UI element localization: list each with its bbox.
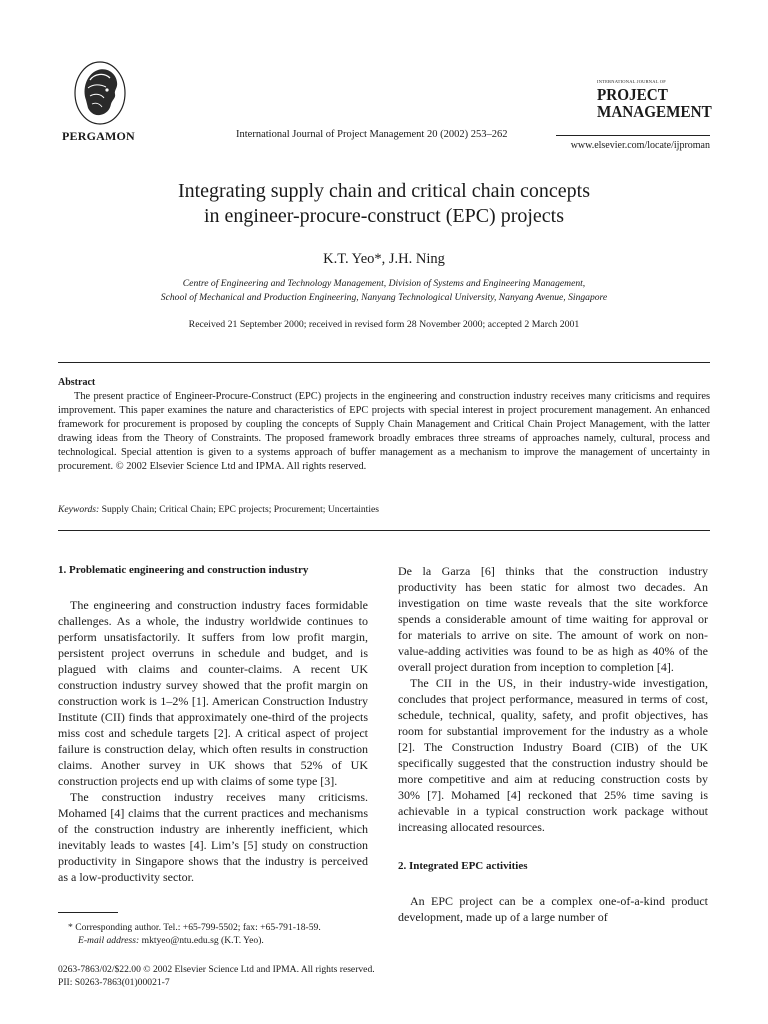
pergamon-logo-icon [60, 60, 140, 126]
section-1-paragraph-1: The engineering and construction industry faces formidable challenges. As a whole, the industry worldwide continues to perform unsatisfactorily. It suffers from low profit margin, persistent project overruns in schedule and budget, and is plagued with claims and counter-claims. A recent UK construction industry survey showed that the profit margin on construction work is 1–2% [1]. American Construction Industry Institute (CII) finds that approximately one-third of the projects miss cost and schedule targets [2]. A critical aspect of project failure is construction delay, which often results in construction claims. Another survey in UK shows that 52% of UK construction projects end up with claims of some type [3]. [58, 598, 368, 788]
masthead-small-text: INTERNATIONAL JOURNAL OF [597, 79, 666, 84]
email-label: E-mail address: [78, 935, 140, 946]
abstract-heading: Abstract [58, 377, 96, 388]
journal-url-link[interactable]: www.elsevier.com/locate/ijproman [570, 140, 710, 151]
masthead-line-2: MANAGEMENT [597, 101, 712, 121]
title-line-2: in engineer-procure-construct (EPC) projects [203, 205, 565, 227]
authors: K.T. Yeo*, J.H. Ning [323, 251, 445, 267]
section-2-heading: 2. Integrated EPC activities [398, 860, 528, 872]
affiliation-line-2: School of Mechanical and Production Engineering, Nanyang Technological University, Nanyang Avenue, Singapore [160, 292, 608, 303]
keywords [58, 504, 379, 515]
journal-citation: International Journal of Project Management 20 (2002) 253–262 [236, 129, 508, 140]
right-paragraph-2: The CII in the US, in their industry-wide investigation, concludes that project performance, measured in terms of cost, schedule, technical, quality, safety, and profit objectives, has room for substantial improvement for the industry as a whole [2]. The Construction Industry Board (CIB) of the UK specifically suggested that the construction industry should be more competitive and aim at reducing construction costs by 30% [7]. Mohamed [4] reckoned that 25% time saving is achievable in a typical construction work package without increasing allocated resources. [398, 676, 708, 834]
section-1-paragraph-2: The construction industry receives many criticisms. Mohamed [4] claims that the current practices and mechanisms of the construction industry are inherently inefficient, which inevitably leads to wastes [4]. Lim’s [5] study on construction productivity in Singapore shows that the industry is perceived as a low-productivity sector. [58, 790, 368, 884]
copyright-block [58, 963, 375, 989]
journal-masthead [597, 80, 712, 120]
masthead-rule [556, 135, 710, 136]
abstract-body [58, 390, 710, 474]
footnote-corresponding: * Corresponding author. Tel.: +65-799-5502; fax: +65-791-18-59. [68, 922, 321, 933]
divider-bottom [58, 530, 710, 531]
issn-copyright: 0263-7863/02/$22.00 © 2002 Elsevier Science Ltd and IPMA. All rights reserved. [58, 964, 375, 975]
footnote-email-line [68, 934, 368, 947]
left-column [58, 555, 368, 885]
keywords-text: Supply Chain; Critical Chain; EPC projects; Procurement; Uncertainties [101, 504, 379, 515]
section-2-paragraph-1: An EPC project can be a complex one-of-a-kind product development, made up of a large number of [398, 894, 708, 924]
affiliation-line-1: Centre of Engineering and Technology Management, Division of Systems and Engineering Management, [182, 278, 586, 289]
right-column [398, 563, 708, 925]
section-1-heading: 1. Problematic engineering and construction industry [58, 564, 309, 576]
pii: PII: S0263-7863(01)00021-7 [58, 977, 170, 988]
footnote [68, 921, 368, 947]
footnote-rule [58, 912, 118, 913]
divider-top [58, 362, 710, 363]
abstract-text: The present practice of Engineer-Procure-Construct (EPC) projects in the engineering and construction industry receives many criticisms and requires improvement. This paper examines the nature and characteristics of EPC projects with special interest in project procurement management. An enhanced framework for procurement is proposed by coupling the concepts of Supply Chain Management and Critical Chain Project Management, with the latter drawing ideas from the Theory of Constraints. The proposed framework broadly embraces three streams of approaches namely, cultural, process and technological. Special attention is given to a systems approach of buffer management as a mechanism to improve the management of uncertainty in procurement. © 2002 Elsevier Science Ltd and IPMA. All rights reserved. [58, 391, 710, 472]
article-title [60, 179, 708, 229]
masthead-line-1: PROJECT [597, 84, 668, 104]
right-paragraph-1: De la Garza [6] thinks that the construction industry productivity has been static for almost two decades. An investigation on time waste reveals that the site workforce spends a considerable amount of time waiting for approval or for materials to arrive on site. The amount of work on non-value-adding activities was found to be as high as 40% of the overall project duration from inception to completion [4]. [398, 564, 708, 674]
keywords-label: Keywords: [58, 504, 100, 515]
email-link[interactable]: mktyeo@ntu.edu.sg (K.T. Yeo). [141, 935, 264, 946]
affiliation [60, 277, 708, 305]
publisher-name: PERGAMON [62, 129, 135, 143]
title-line-1: Integrating supply chain and critical chain concepts [177, 180, 591, 202]
received-dates: Received 21 September 2000; received in revised form 28 November 2000; accepted 2 March 2001 [188, 319, 580, 330]
